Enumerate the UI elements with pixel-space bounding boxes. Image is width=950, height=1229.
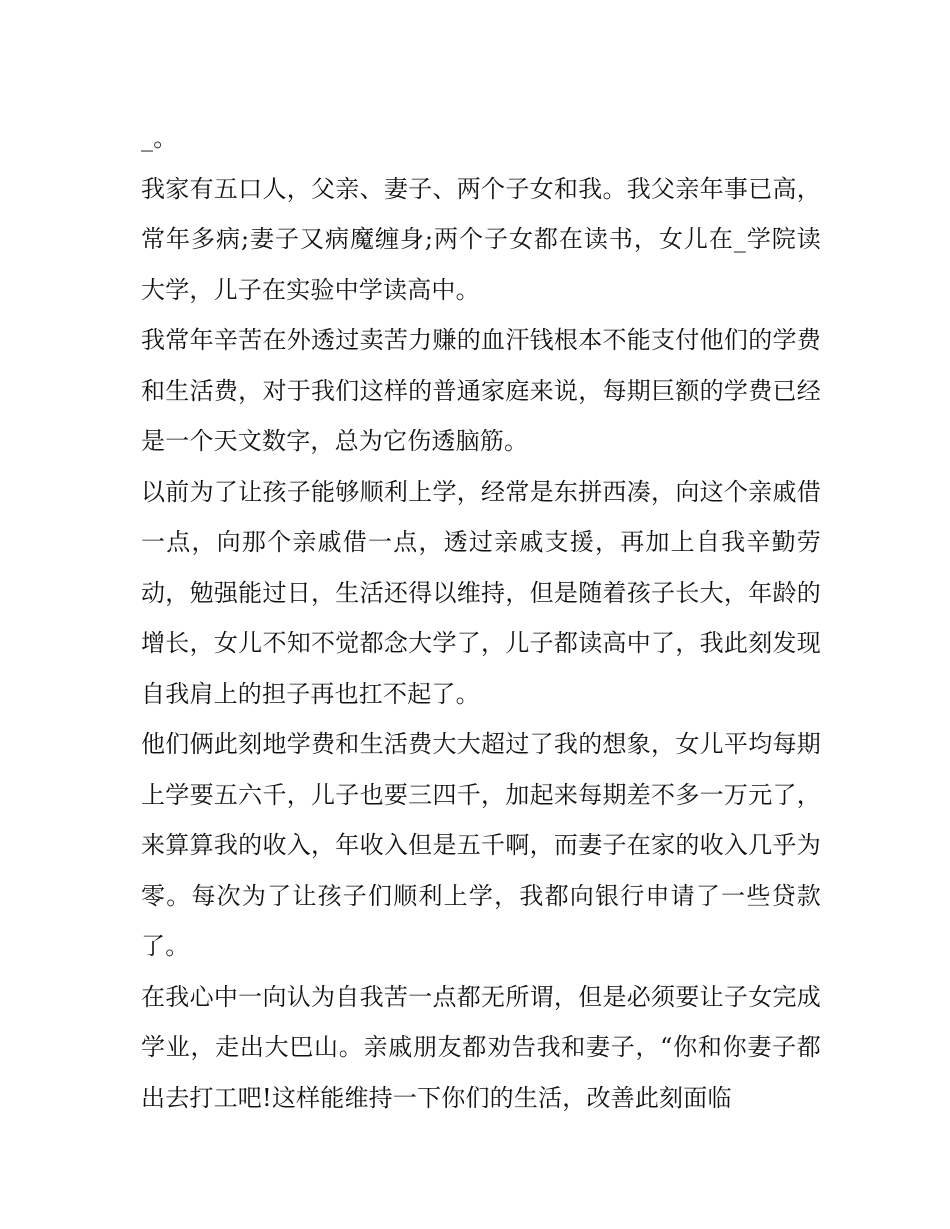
document-body [141,113,821,1123]
paragraph-2: 我家有五口人，父亲、妻子、两个子女和我。我父亲年事已高，常年多病;妻子又病魔缠身;两个子女都在读书，女儿在_学院读大学，儿子在实验中学读高中。 [141,174,821,304]
paragraph-4: 以前为了让孩子能够顺利上学，经常是东拼西凑，向这个亲戚借一点，向那个亲戚借一点，透过亲戚支援，再加上自我辛勤劳动，勉强能过日，生活还得以维持，但是随着孩子长大，年龄的增长，女儿不知不觉都念大学了，儿子都读高中了，我此刻发现自我肩上的担子再也扛不起了。 [141,477,821,708]
paragraph-5: 他们俩此刻地学费和生活费大大超过了我的想象，女儿平均每期上学要五六千，儿子也要三四千，加起来每期差不多一万元了，来算算我的收入，年收入但是五千啊，而妻子在家的收入几乎为零。每次为了让孩子们顺利上学，我都向银行申请了一些贷款了。 [141,730,821,960]
paragraph-3: 我常年辛苦在外透过卖苦力赚的血汗钱根本不能支付他们的学费和生活费，对于我们这样的普通家庭来说，每期巨额的学费已经是一个天文数字，总为它伤透脑筋。 [141,326,821,455]
paragraph-6: 在我心中一向认为自我苦一点都无所谓，但是必须要让子女完成学业，走出大巴山。亲戚朋友都劝告我和妻子，“你和你妻子都出去打工吧!这样能维持一下你们的生活，改善此刻面临 [141,982,821,1112]
paragraph-1: _。 [141,124,178,152]
